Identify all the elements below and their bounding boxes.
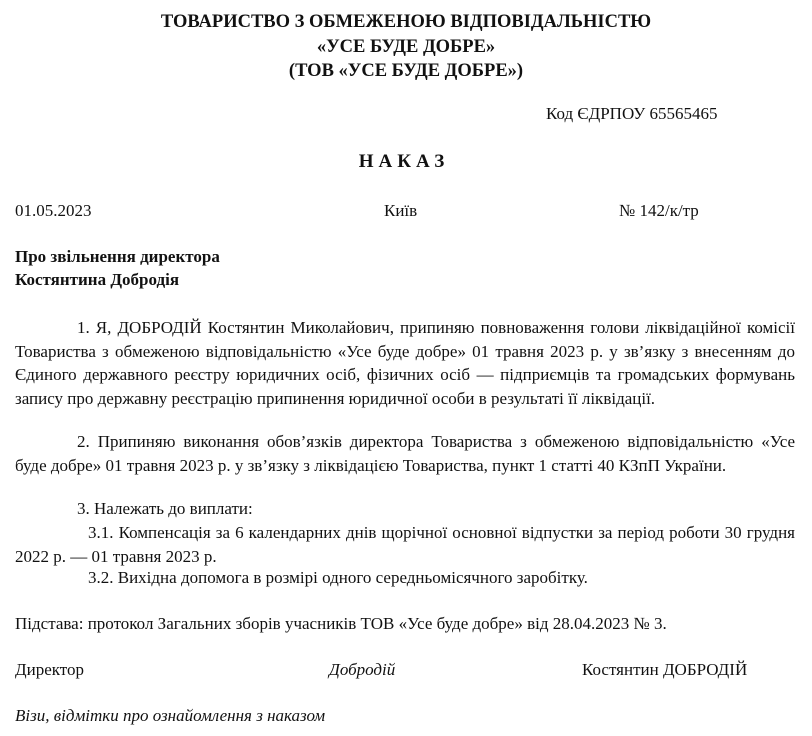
order-number: № 142/к/тр bbox=[619, 201, 699, 220]
subject-line-1: Про звільнення директора bbox=[15, 247, 220, 266]
signatory-name: Костянтин ДОБРОДІЙ bbox=[582, 660, 748, 679]
paragraph-3-2: 3.2. Вихідна допомога в розмірі одного середньомісячного заробітку. bbox=[88, 568, 588, 587]
paragraph-3-1: 3.1. Компенсація за 6 календарних днів щорічної основної відпустки за період роботи 30 грудня 2022 р. — 01 травня 2023 р. bbox=[15, 523, 795, 566]
order-date: 01.05.2023 bbox=[15, 201, 92, 220]
signatory-position: Директор bbox=[15, 660, 84, 679]
footer-note: Візи, відмітки про ознайомлення з наказом bbox=[15, 706, 326, 725]
signature: Добродій bbox=[329, 660, 396, 679]
edrpou-code: Код ЄДРПОУ 65565465 bbox=[546, 104, 718, 123]
paragraph-3: 3. Належать до виплати: bbox=[77, 499, 253, 518]
paragraph-1: 1. Я, ДОБРОДІЙ Костянтин Миколайович, припиняю повноваження голови ліквідаційної комісії Товариства з обмеженою відповідальністю «Усе буде добре» 01 травня 2023 р. у зв’язку з внесенням до Єдиного державного реєстру юридичних осіб, фізичних осіб — підприємців та громадських формувань запису про державну реєстрацію припинення юридичної особи в результаті її ліквідації. bbox=[15, 318, 795, 408]
subject-line-2: Костянтина Добродія bbox=[15, 270, 180, 289]
org-short-name: (ТОВ «УСЕ БУДЕ ДОБРЕ») bbox=[288, 61, 524, 81]
paragraph-2: 2. Припиняю виконання обов’язків директора Товариства з обмеженою відповідальністю «Усе буде добре» 01 травня 2023 р. у зв’язку з ліквідацією Товариства, пункт 1 статті 40 КЗпП України. bbox=[15, 432, 795, 475]
order-city: Київ bbox=[384, 201, 418, 220]
order-title: НАКАЗ bbox=[358, 151, 450, 172]
org-full-name: ТОВАРИСТВО З ОБМЕЖЕНОЮ ВІДПОВІДАЛЬНІСТЮ bbox=[160, 12, 652, 32]
order-basis: Підстава: протокол Загальних зборів учасників ТОВ «Усе буде добре» від 28.04.2023 № 3. bbox=[15, 614, 667, 633]
org-quoted-name: «УСЕ БУДЕ ДОБРЕ» bbox=[316, 37, 496, 57]
